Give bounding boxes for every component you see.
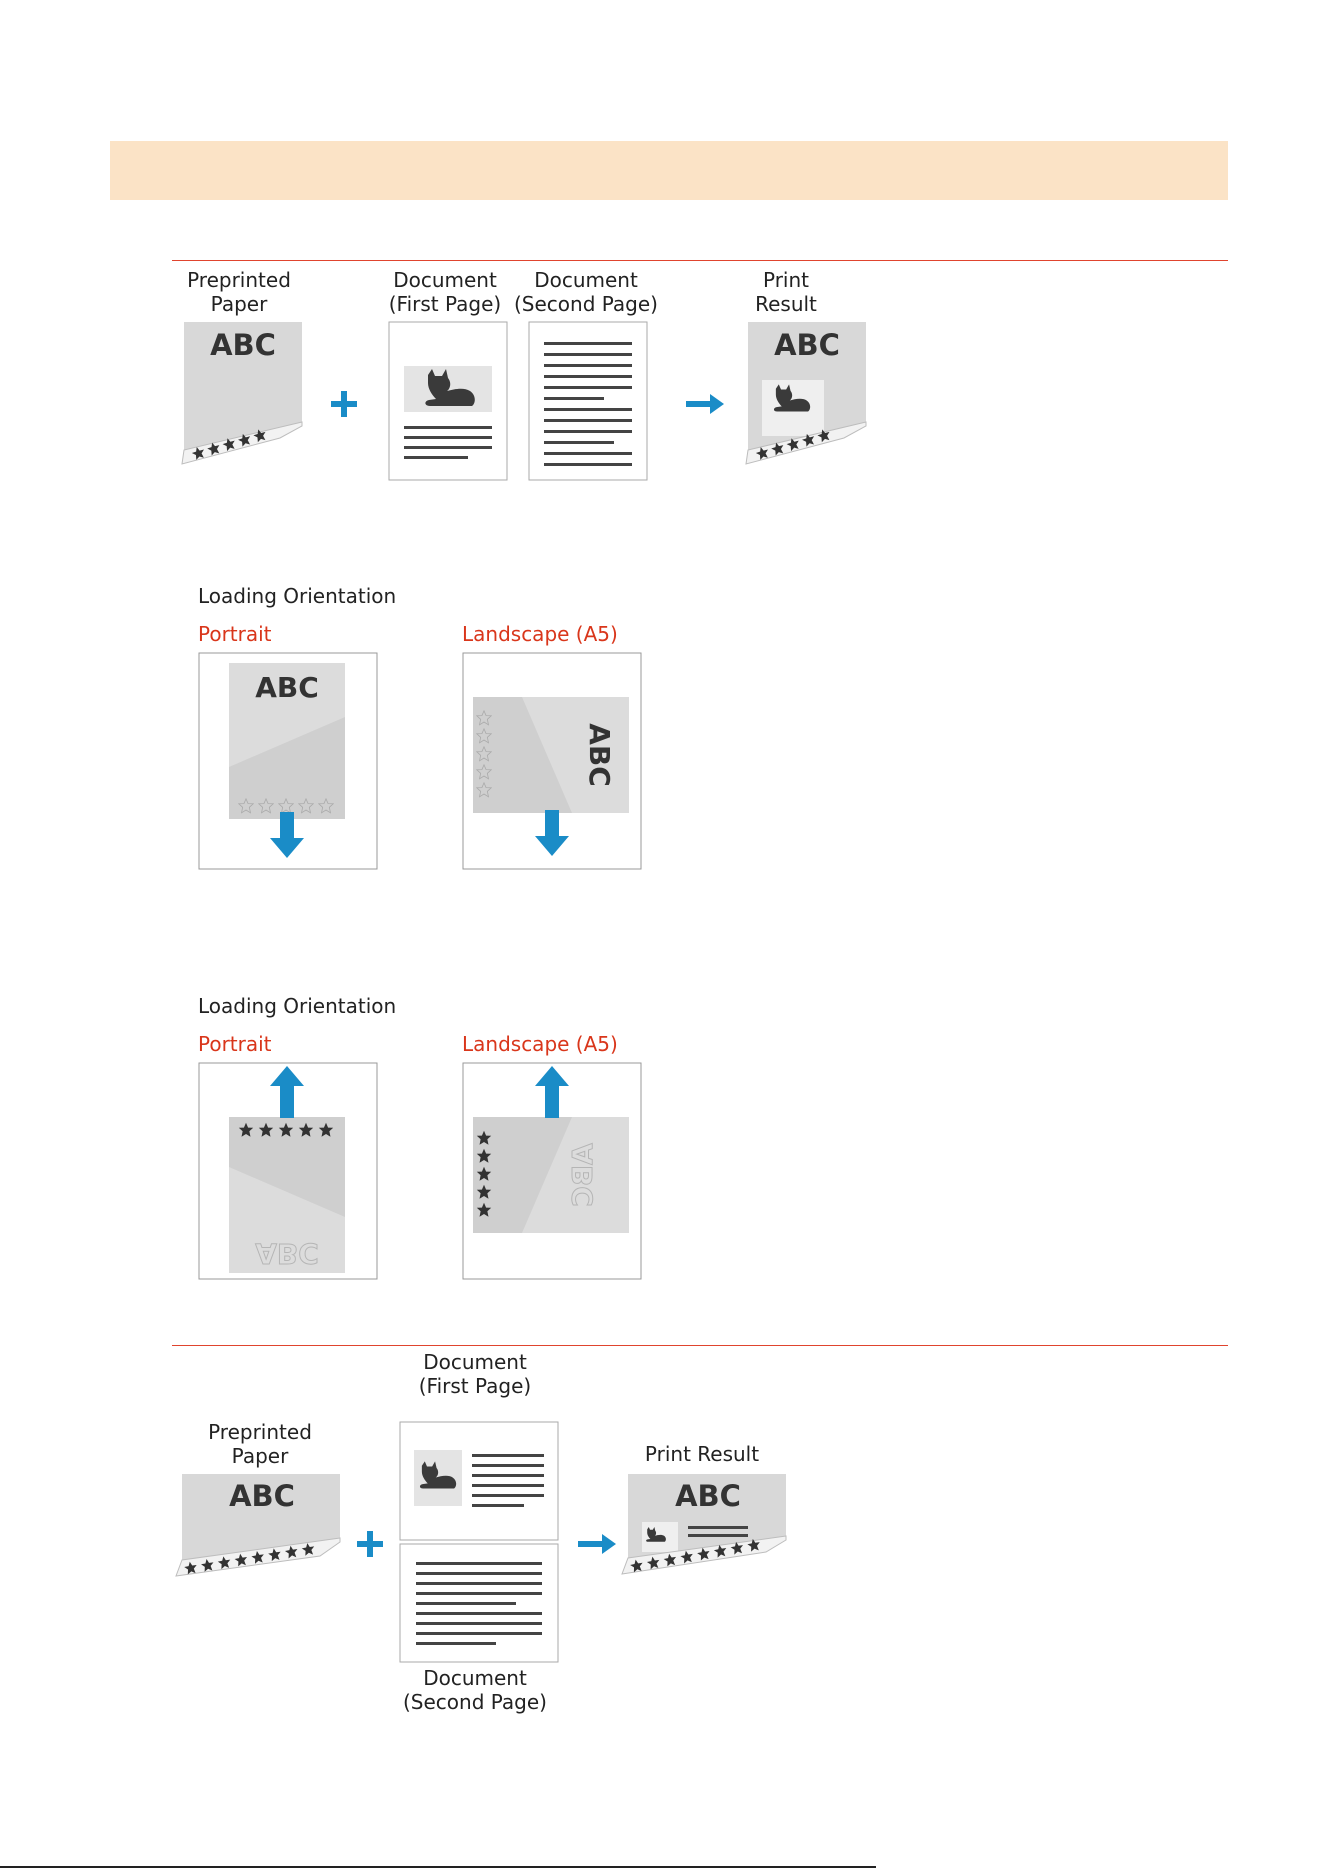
landscape-preprinted-paper-icon	[176, 1474, 340, 1576]
svg-text:ABC: ABC	[229, 1479, 295, 1513]
landscape-loading-diagram-2	[462, 1062, 642, 1282]
svg-text:ABC: ABC	[675, 1479, 741, 1513]
landscape-print-result-icon	[622, 1474, 786, 1574]
document-first-page-icon	[389, 322, 507, 480]
document-second-page-label: Document (Second Page)	[514, 268, 658, 316]
preprinted-paper-label: Preprinted Paper	[187, 268, 291, 316]
portrait-loading-diagram-2	[198, 1062, 378, 1282]
document-second-page-icon	[529, 322, 647, 480]
section4-preprinted-paper-label: Preprinted Paper	[208, 1420, 312, 1468]
loading-orientation-heading-1: Loading Orientation	[198, 584, 397, 608]
document-first-page-label: Document (First Page)	[388, 268, 502, 316]
section4-document-second-page-label: Document (Second Page)	[403, 1666, 547, 1714]
landscape-loading-diagram-1	[462, 652, 642, 872]
portrait-label-1: Portrait	[198, 622, 272, 646]
section4-document-first-page-label: Document (First Page)	[418, 1350, 532, 1398]
section4-diagram	[170, 1400, 790, 1664]
section1-diagram	[170, 318, 870, 484]
plus-icon	[331, 391, 357, 417]
portrait-label-2: Portrait	[198, 1032, 272, 1056]
section4-print-result-label: Print Result	[644, 1442, 760, 1466]
preprinted-paper-icon	[182, 322, 302, 464]
section1-rule	[172, 260, 1228, 261]
landscape-label-2: Landscape (A5)	[462, 1032, 618, 1056]
svg-text:ABC: ABC	[255, 671, 319, 704]
landscape-label-1: Landscape (A5)	[462, 622, 618, 646]
footer-rule	[0, 1866, 876, 1868]
landscape-document-second-page-icon	[400, 1544, 558, 1662]
loading-orientation-heading-2: Loading Orientation	[198, 994, 397, 1018]
arrow-right-icon	[686, 394, 724, 414]
svg-text:ABC: ABC	[210, 328, 276, 362]
section4-rule	[172, 1345, 1228, 1346]
arrow-right-icon	[578, 1534, 616, 1554]
landscape-document-first-page-icon	[400, 1422, 558, 1540]
svg-text:ABC: ABC	[255, 1237, 319, 1270]
svg-text:ABC: ABC	[583, 723, 616, 787]
header-banner	[110, 141, 1228, 200]
print-result-label: Print Result	[755, 268, 817, 316]
portrait-loading-diagram-1	[198, 652, 378, 872]
plus-icon	[357, 1531, 383, 1557]
print-result-icon	[746, 322, 866, 464]
svg-text:ABC: ABC	[774, 328, 840, 362]
svg-text:ABC: ABC	[566, 1143, 599, 1207]
